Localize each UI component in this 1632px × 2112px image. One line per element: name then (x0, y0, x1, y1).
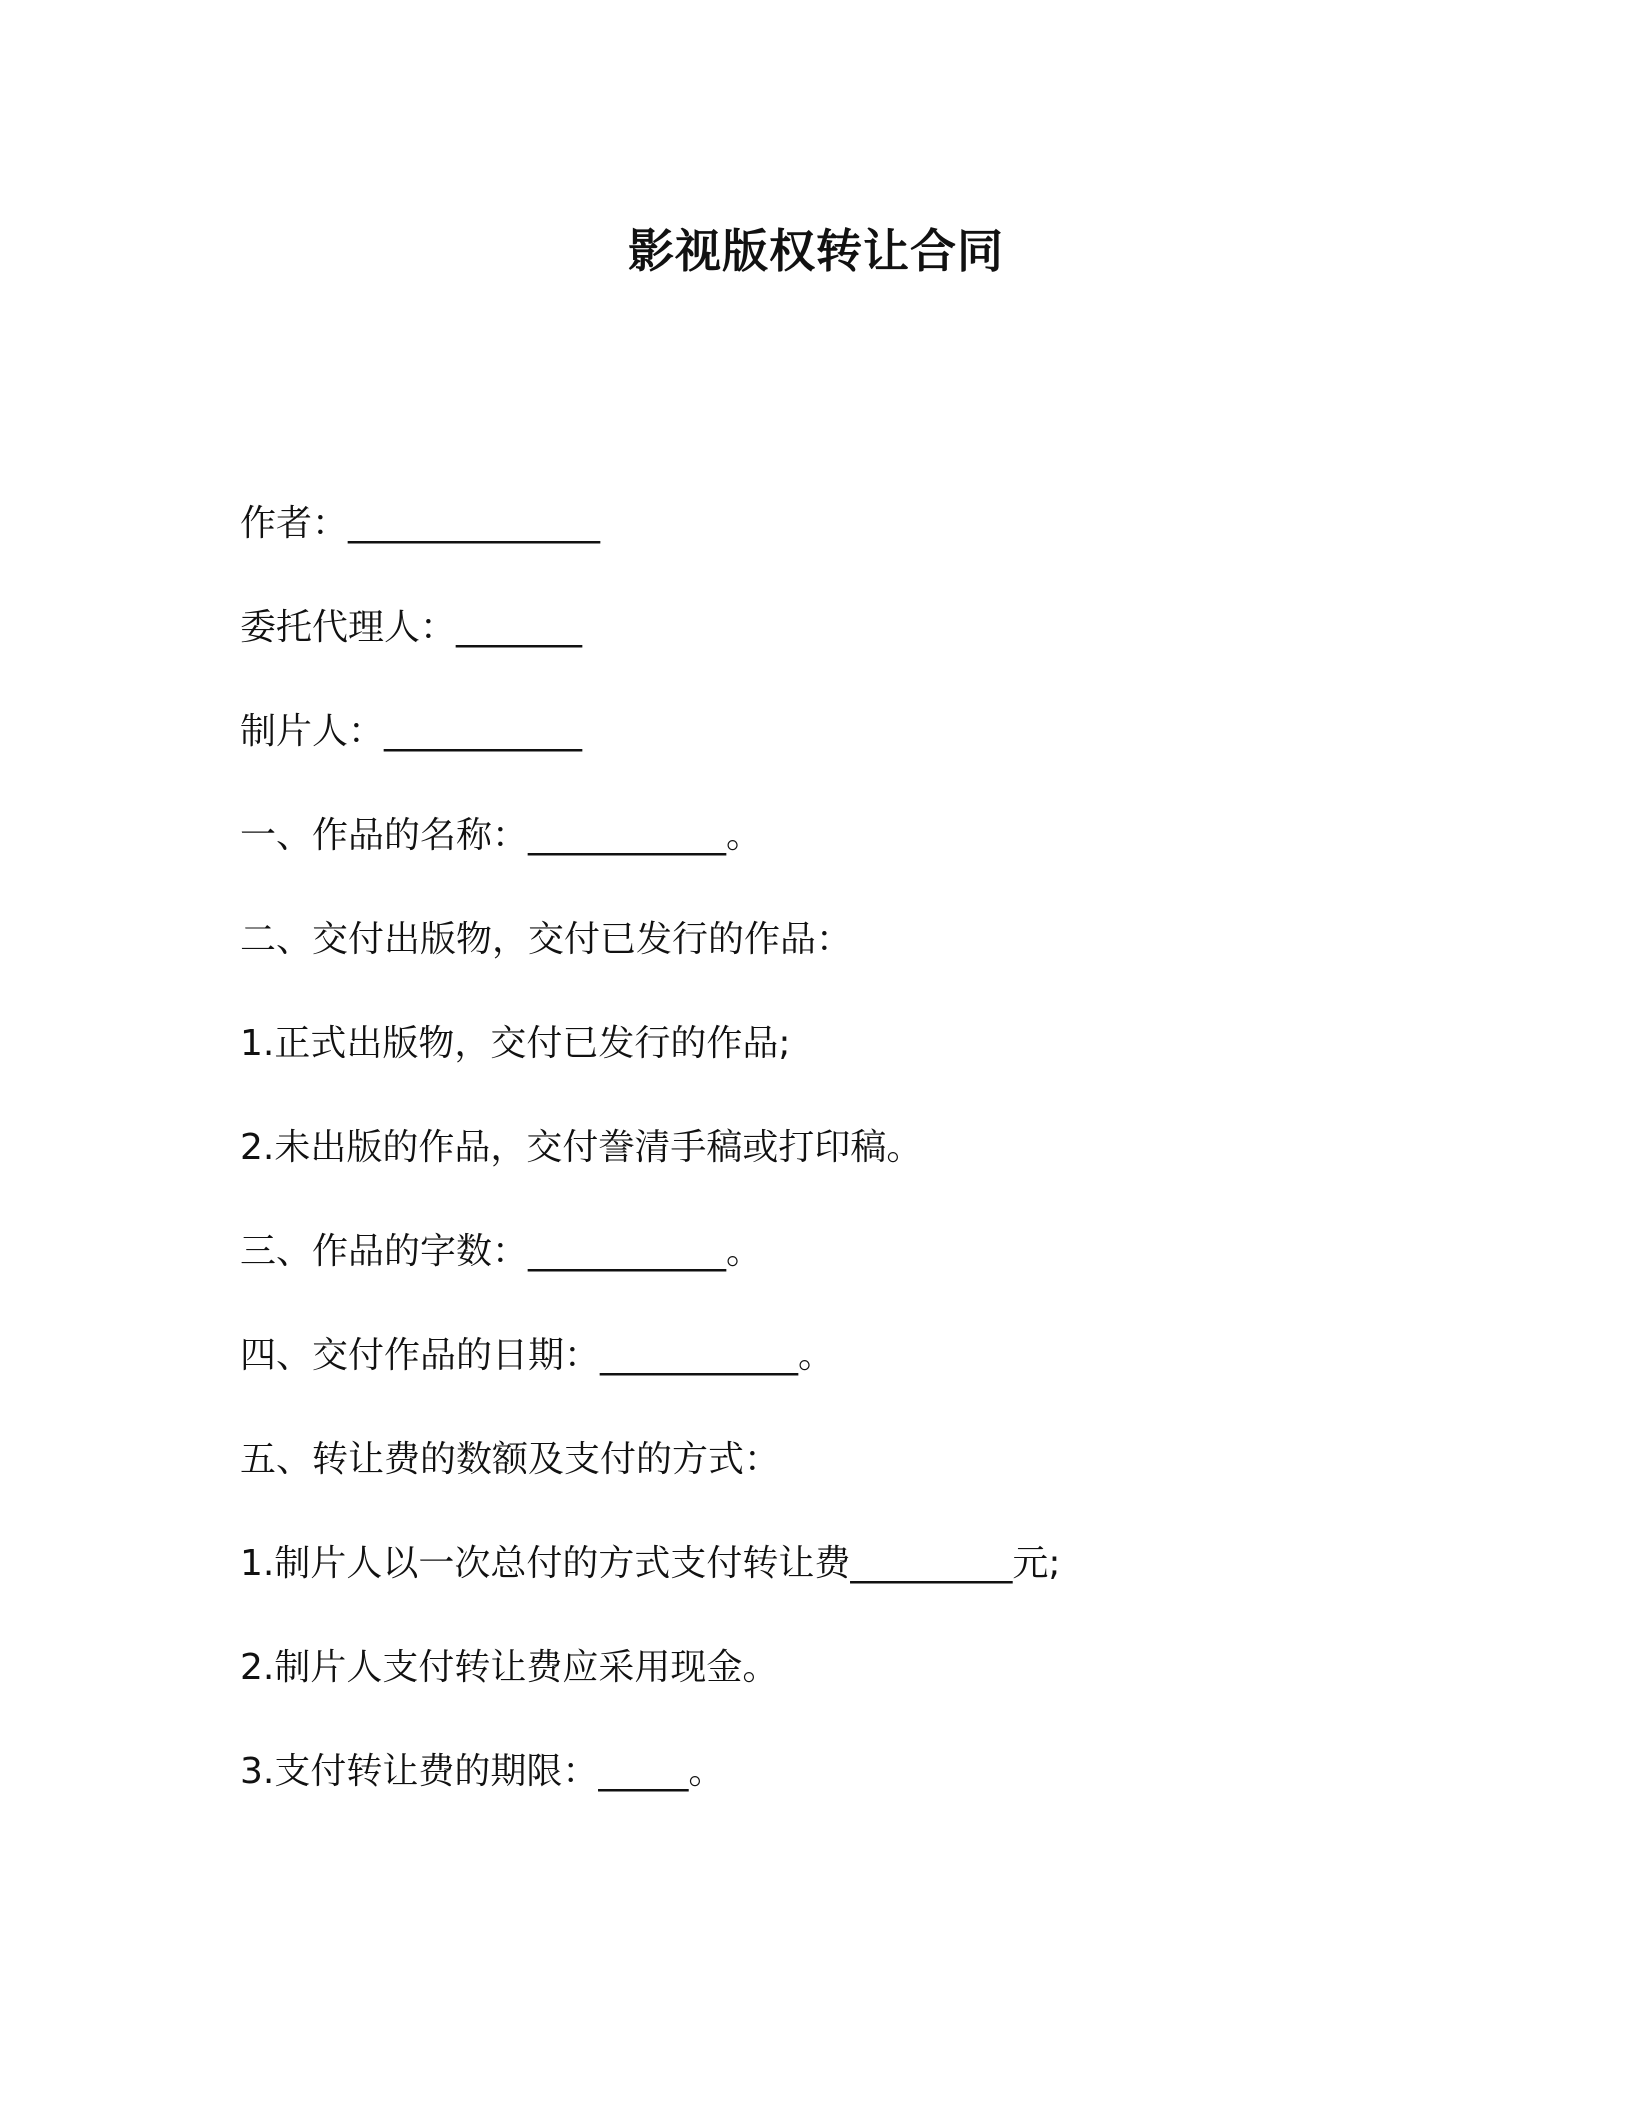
document-title: 影视版权转让合同 (628, 224, 1004, 278)
clause-fee-item-2: 2.制片人支付转让费应采用现金。 (240, 1647, 779, 1688)
clause-fee-item-3: 3.支付转让费的期限：_____。 (240, 1751, 725, 1792)
document-body (240, 494, 1440, 1846)
clause-delivery-item-1: 1.正式出版物，交付已发行的作品; (240, 1023, 791, 1064)
producer-field: 制片人：___________ (240, 711, 583, 752)
clause-work-name: 一、作品的名称：___________。 (240, 815, 763, 856)
clause-word-count: 三、作品的字数：___________。 (240, 1231, 763, 1272)
clause-delivery-heading: 二、交付出版物，交付已发行的作品： (240, 919, 853, 960)
clause-delivery-date: 四、交付作品的日期：___________。 (240, 1335, 835, 1376)
agent-field: 委托代理人：_______ (240, 607, 583, 648)
author-field: 作者：______________ (240, 503, 601, 544)
clause-fee-item-1: 1.制片人以一次总付的方式支付转让费_________元; (240, 1543, 1061, 1584)
clause-delivery-item-2: 2.未出版的作品，交付誊清手稿或打印稿。 (240, 1127, 923, 1168)
clause-fee-heading: 五、转让费的数额及支付的方式： (240, 1439, 781, 1480)
